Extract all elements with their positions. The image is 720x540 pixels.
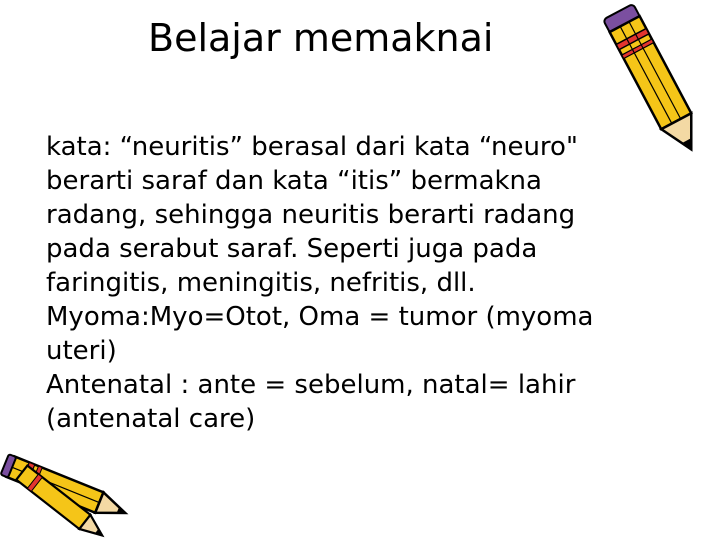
- slide-title: Belajar memaknai: [148, 16, 494, 60]
- body-line: Antenatal : ante = sebelum, natal= lahir: [46, 370, 576, 400]
- body-line: Myoma:Myo=Otot, Oma = tumor (myoma: [46, 302, 594, 332]
- paragraph-neuritis: [46, 130, 686, 300]
- paragraph-myoma: [46, 300, 686, 368]
- body-line: pada serabut saraf. Seperti juga pada: [46, 234, 538, 264]
- body-line: kata: “neuritis” berasal dari kata “neuro": [46, 132, 578, 162]
- body-line: faringitis, meningitis, nefritis, dll.: [46, 268, 476, 298]
- body-line: (antenatal care): [46, 404, 256, 434]
- slide-body: [46, 130, 686, 436]
- pencils-icon: [0, 450, 140, 540]
- body-line: radang, sehingga neuritis berarti radang: [46, 200, 576, 230]
- body-line: uteri): [46, 336, 117, 366]
- pencil-icon: [600, 0, 714, 170]
- body-line: berarti saraf dan kata “itis” bermakna: [46, 166, 542, 196]
- paragraph-antenatal: [46, 368, 686, 436]
